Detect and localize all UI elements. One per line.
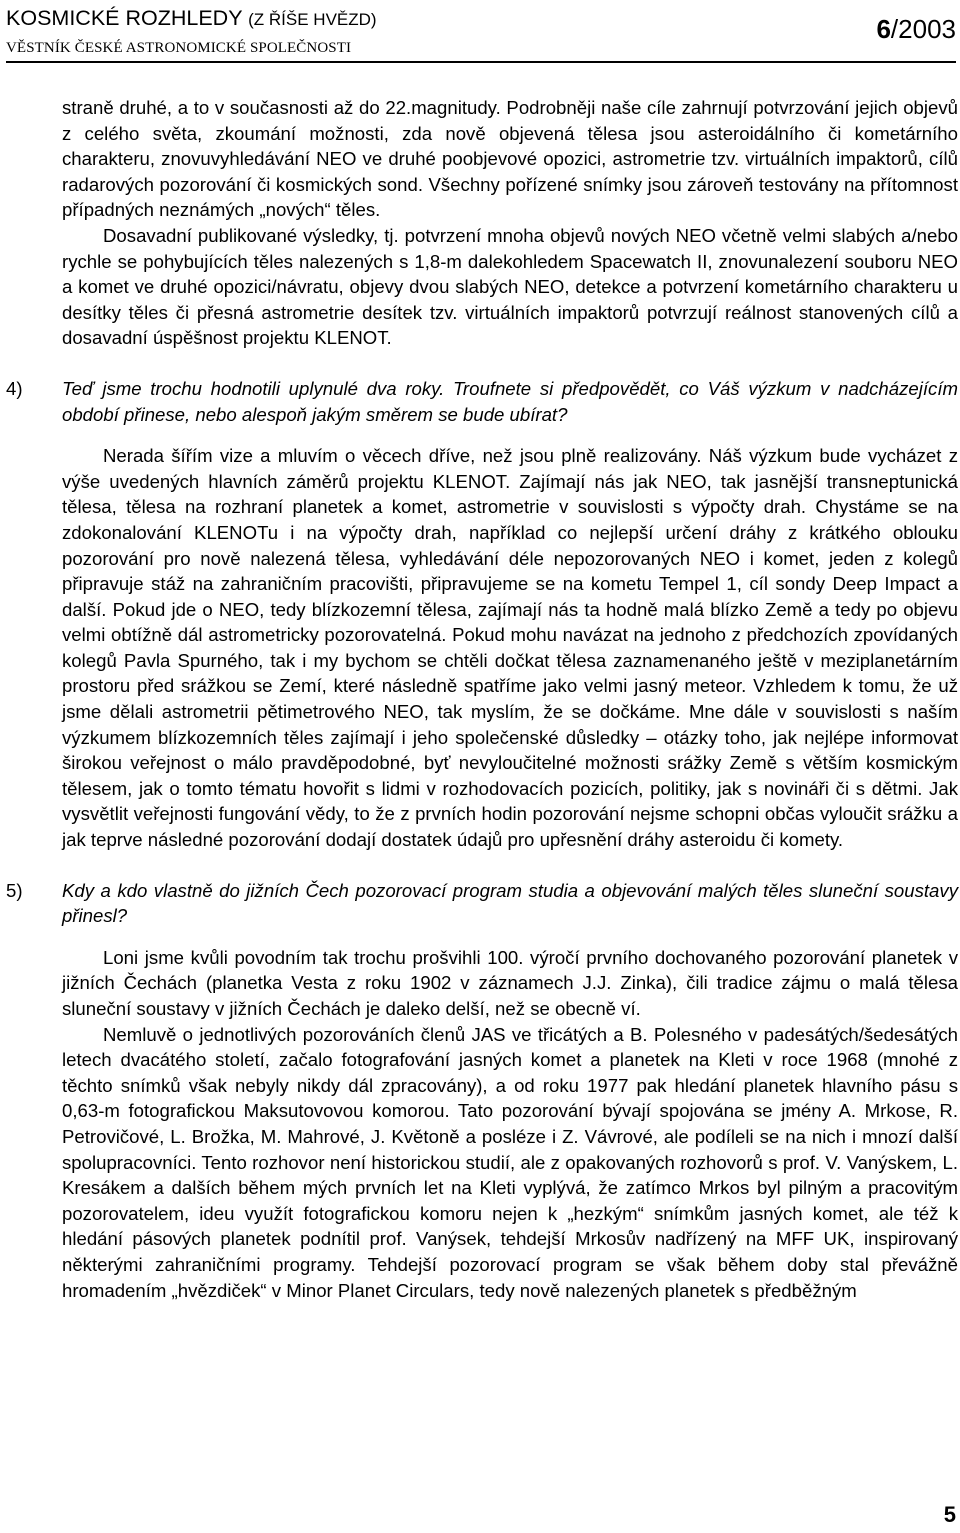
question-5-number: 5)	[6, 879, 23, 901]
header-divider	[6, 61, 956, 63]
magazine-subtitle: VĚSTNÍK ČESKÉ ASTRONOMICKÉ SPOLEČNOSTI	[6, 40, 352, 56]
question-4-number: 4)	[6, 377, 23, 399]
article-body	[6, 95, 958, 1303]
answer-4: Nerada šířím vize a mluvím o věcech dříve, než jsou plně realizovány. Náš výzkum bude vycházet z výše uvedených hlavních záměrů projektu KLENOT. Zajímají nás jak NEO, tak jasnější transneptunická tělesa, tělesa na rozhraní planetek a komet, astrometrie v souvislosti s výpočty drah. Chystáme se na zdokonalování KLENOTu i na výpočty drah, například co nejlepší určení dráhy z krátkého oblouku pozorování pro nově nalezená tělesa, vyhledávání déle nepozorovaných NEO i komet, jeden z kolegů připravuje stáž na zahraničním pracovišti, připravujeme se na kometu Tempel 1, cíl sondy Deep Impact a další. Pokud jde o NEO, tedy blízkozemní tělesa, zajímají nás ta hodně malá blízko Země a tedy po objevu velmi obtížně dál astrometricky pozorovatelná. Pokud mohu navázat na jednoho z předchozích zpovídaných kolegů Pavla Spurného, tak i my bychom se chtěli dočkat tělesa zaznamenaného ještě v meziplanetárním prostoru před srážkou se Zemí, které následně spatříme jako velmi jasný meteor. Vzhledem k tomu, že už jsme dělali astrometrii pětimetrového NEO, tak myslím, že se dočkáme. Mne dále v souvislosti s naším výzkumem blízkozemních těles zajímají i jeho společenské důsledky – otázky toho, jak nejlépe informovat širokou veřejnost o málo pravděpodobné, byť nevyloučitelné možnosti srážky Země s větším kosmickým tělesem, jak o tomto tématu hovořit s lidmi v rozhodovacích pozicích, politiky, jak s novináři či s dětmi. Jak vysvětlit veřejnosti fungování vědy, to že z prvních hodin pozorování nejsme schopni občas vyloučit srážku a jak teprve následné pozorování dodají dostatek údajů pro upřesnění dráhy asteroidu či komety.	[62, 445, 958, 851]
question-4	[6, 376, 958, 427]
question-5-text: Kdy a kdo vlastně do jižních Čech pozorovací program studia a objevování malých těles sluneční soustavy přinesl?	[62, 879, 958, 927]
paragraph-continued: straně druhé, a to v současnosti až do 22.magnitudy. Podrobněji naše cíle zahrnují potvrzování jejich objevů z celého světa, zkoumání možnosti, zda nově objevená tělesa jsou asteroidálního či kometárního charakteru, znovuvyhledávání NEO ve druhé poobjevové opozici, astrometrie tzv. virtuálních impaktorů, cílů radarových pozorování či kosmických sond. Všechny pořízené snímky jsou zároveň testovány na přítomnost případných neznámých „nových“ těles.	[62, 97, 958, 221]
issue-label	[876, 14, 956, 45]
magazine-title-sub: (Z ŘÍŠE HVĚZD)	[248, 10, 377, 29]
question-4-text: Teď jsme trochu hodnotili uplynulé dva roky. Troufnete si předpovědět, co Váš výzkum v nadcházejícím období přinese, nebo alespoň jakým směrem se bude ubírat?	[62, 377, 958, 425]
page-header	[6, 2, 956, 62]
issue-year: /2003	[890, 14, 956, 44]
question-5	[6, 878, 958, 929]
magazine-title-main: KOSMICKÉ ROZHLEDY	[6, 6, 249, 30]
issue-number: 6	[876, 14, 891, 44]
answer-5-paragraph-1: Loni jsme kvůli povodním tak trochu prošvihli 100. výročí prvního dochovaného pozorování planetek v jižních Čechách (planetka Vesta z roku 1902 v záznamech J.J. Zinka), čili tradice zájmu o malá tělesa sluneční soustavy v jižních Čechách je daleko delší, než se obecně ví.	[62, 946, 958, 1019]
magazine-title	[6, 6, 377, 31]
paragraph-results: Dosavadní publikované výsledky, tj. potvrzení mnoha objevů nových NEO včetně velmi slabých a/nebo rychle se pohybujících těles nalezených s 1,8-m dalekohledem Spacewatch II, znovunalezení souboru NEO a komet ve druhé opozici/návratu, objevy dvou slabých NEO, detekce a potvrzení kometárního charakteru u desítky těles či přesná astrometrie desítek tzv. virtuálních impaktorů potvrzují reálnost stanovených cílů a dosavadní úspěšnost projektu KLENOT.	[62, 224, 958, 349]
page-number: 5	[943, 1502, 956, 1527]
answer-5-paragraph-2: Nemluvě o jednotlivých pozorováních členů JAS ve třicátých a B. Polesného v padesátých/šedesátých letech dvacátého století, začalo fotografování jasných komet a planetek na Kleti v roce 1968 (mnohé z těchto snímků však nebyly nikdy dál zpracovány), a od roku 1977 pak hledání planetek hlavního pásu s 0,63-m fotografickou Maksutovovou komorou. Tato pozorování bývají spojována se jmény A. Mrkose, R. Petrovičové, L. Brožka, M. Mahrové, J. Květoně a posléze i Z. Vávrové, ale podíleli se na nich i mnozí další spolupracovníci. Tento rozhovor není historickou studií, ale z opakovaných rozhovorů s prof. V. Vanýskem, L. Kresákem a dalších během mých prvních let na Kleti vyplývá, že zatímco Mrkos byl pilným a pracovitým pozorovatelem, ideu využít fotografickou komoru nejen k „hezkým“ snímkům jasných komet, ale též k hledání pásových planetek podnítil prof. Vanýsek, tehdejší Mrkosův nadřízený na MFF UK, inspirovaný některými zahraničními programy. Tehdejší pozorovací program se však během doby stal převážně hromadením „hvězdiček“ v Minor Planet Circulars, tedy nově nalezených planetek s předběžným	[62, 1023, 958, 1301]
